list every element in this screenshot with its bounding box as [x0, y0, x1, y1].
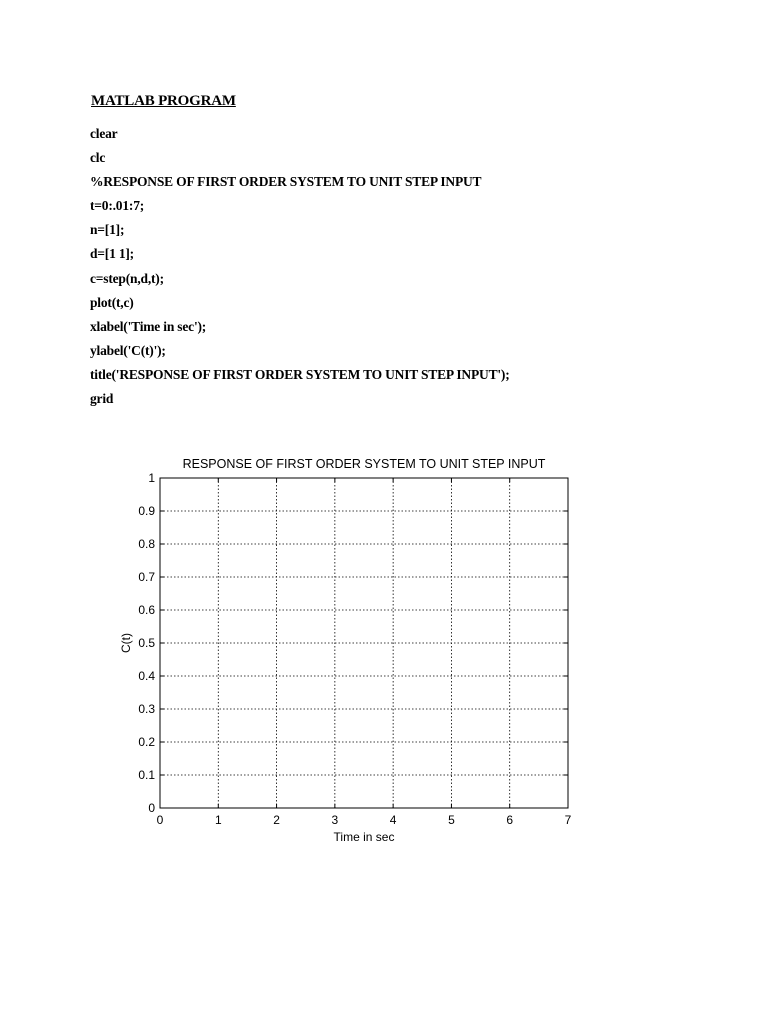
y-tick-label: 0.3 — [138, 702, 155, 716]
x-tick-label: 2 — [273, 813, 280, 827]
y-tick-label: 0 — [148, 801, 155, 815]
code-line: %RESPONSE OF FIRST ORDER SYSTEM TO UNIT STEP INPUT — [90, 174, 482, 190]
y-tick-label: 0.5 — [138, 636, 155, 650]
step-response-figure — [0, 440, 768, 860]
code-line: title('RESPONSE OF FIRST ORDER SYSTEM TO UNIT STEP INPUT'); — [90, 366, 510, 382]
x-tick-label: 7 — [564, 813, 572, 827]
code-listing — [90, 124, 510, 413]
x-tick-label: 0 — [156, 813, 164, 827]
code-line: d=[1 1]; — [90, 246, 134, 262]
y-axis-label: C(t) — [119, 633, 133, 653]
program-heading: MATLAB PROGRAM — [91, 93, 236, 109]
code-line: xlabel('Time in sec'); — [90, 318, 207, 334]
y-tick-label: 0.2 — [138, 735, 155, 749]
x-tick-label: 6 — [506, 813, 514, 827]
y-tick-label: 0.1 — [138, 768, 155, 782]
y-tick-label: 0.9 — [138, 504, 155, 518]
x-tick-label: 4 — [389, 813, 397, 827]
code-line: c=step(n,d,t); — [90, 270, 164, 286]
code-line: clc — [90, 150, 106, 166]
code-line: ylabel('C(t)'); — [90, 342, 166, 358]
x-tick-label: 1 — [214, 813, 222, 827]
y-tick-label: 0.7 — [138, 570, 155, 584]
code-line: t=0:.01:7; — [90, 198, 145, 214]
x-axis-label: Time in sec — [333, 830, 395, 844]
y-tick-label: 0.6 — [138, 603, 155, 617]
x-tick-label: 5 — [448, 813, 455, 827]
chart-title: RESPONSE OF FIRST ORDER SYSTEM TO UNIT STEP INPUT — [182, 457, 546, 471]
code-line: plot(t,c) — [90, 294, 134, 310]
code-line: clear — [90, 126, 118, 141]
y-tick-label: 1 — [148, 471, 155, 485]
x-tick-label: 3 — [331, 813, 339, 827]
code-line: grid — [90, 391, 114, 407]
y-tick-label: 0.4 — [138, 669, 155, 683]
y-tick-label: 0.8 — [138, 537, 155, 551]
code-line: n=[1]; — [90, 222, 125, 238]
